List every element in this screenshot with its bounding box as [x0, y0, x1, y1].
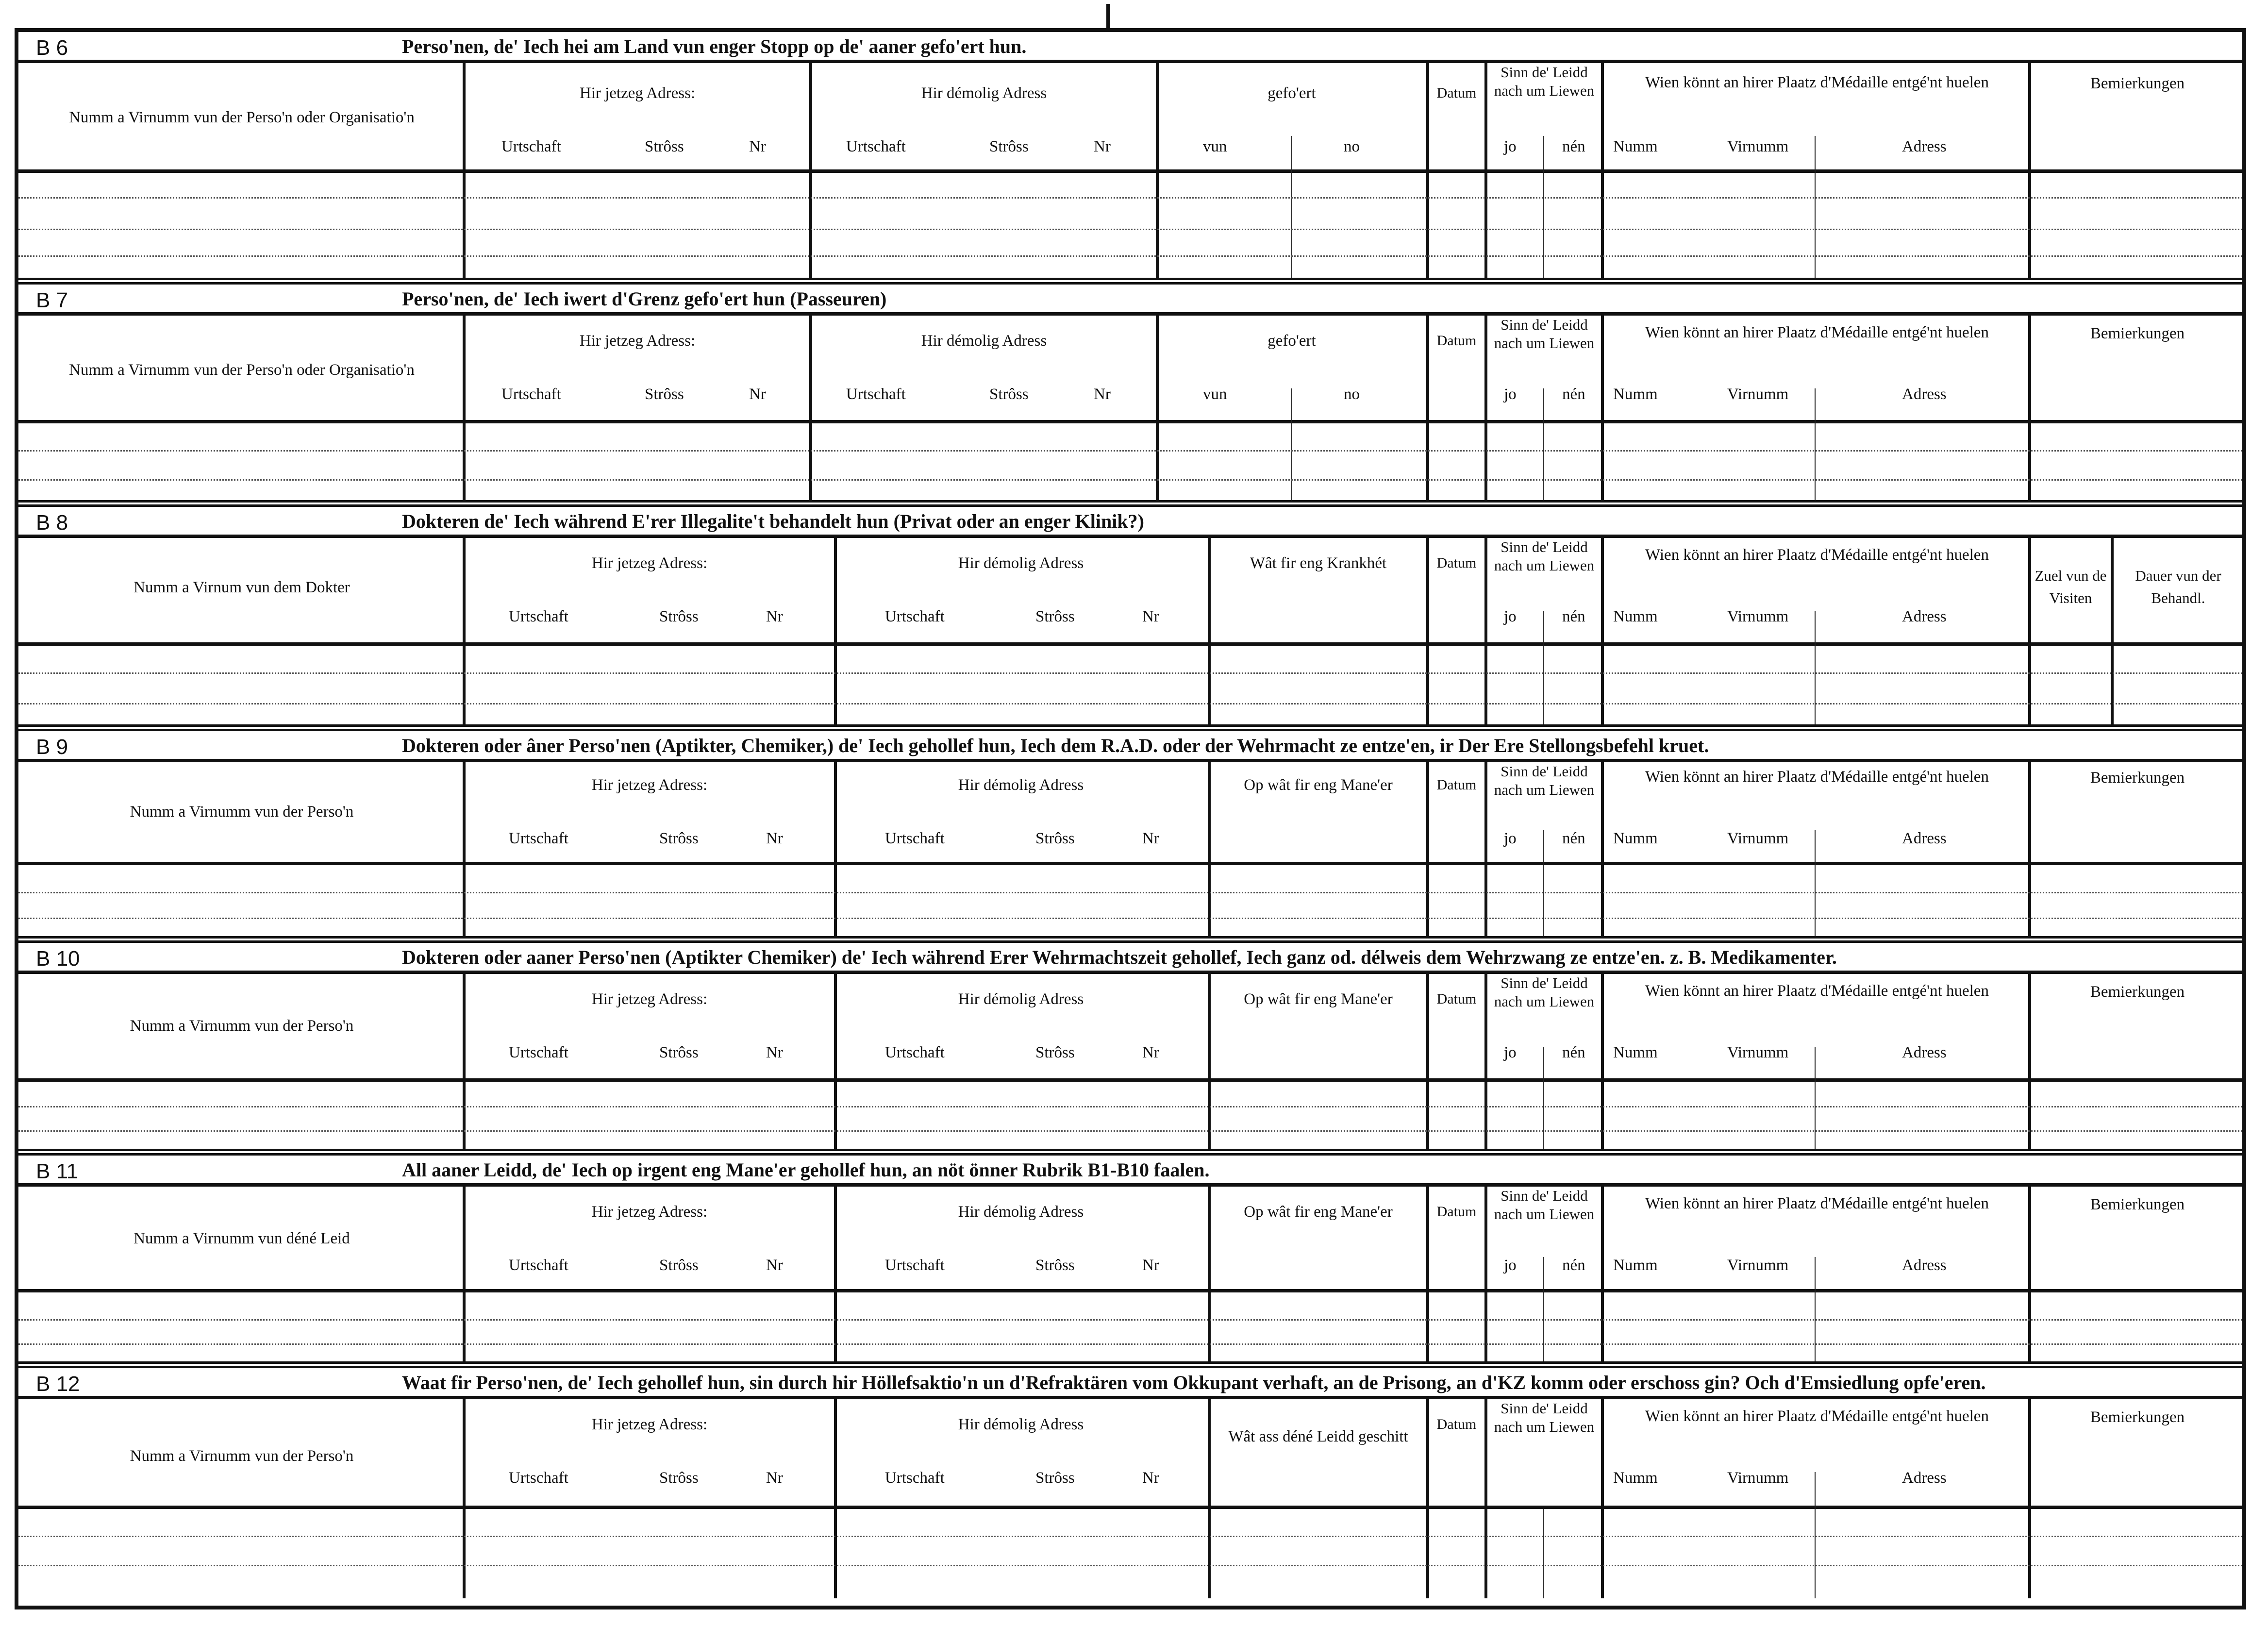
section-header: [18, 32, 2242, 63]
col-medal: Wien könnt an hirer Plaatz d'Médaille entgé'nt huelen: [1645, 74, 1989, 91]
col-street: Strôss: [1035, 1257, 1075, 1274]
col-current-address: Hir jetzeg Adress:: [591, 1416, 708, 1433]
col-street: Strôss: [1035, 1469, 1075, 1487]
col-nr: Nr: [1094, 386, 1111, 403]
col-from: vun: [1203, 138, 1227, 155]
col-remarks: Bemierkungen: [2090, 769, 2185, 787]
section-title: Dokteren oder aaner Perso'nen (Aptikter Chemiker) de' Iech während Erer Wehrmachtszeit gehollef, Iech ganz od. délweis dem Wehrzwang ze entze'en. z. B. Medikamenter.: [402, 946, 1837, 968]
col-current-address: Hir jetzeg Adress:: [579, 332, 696, 350]
col-street: Strôss: [645, 386, 684, 403]
col-surname: Virnumm: [1727, 1044, 1789, 1061]
col-town: Urtschaft: [885, 1257, 945, 1274]
col-street: Strôss: [659, 830, 699, 847]
section-header: [18, 1368, 2242, 1399]
col-date: Datum: [1436, 777, 1477, 793]
section-b9: [18, 731, 2242, 943]
section-title: Perso'nen, de' Iech hei am Land vun enger Stopp op de' aaner gefo'ert hun.: [402, 35, 1027, 57]
column-header-row: [18, 63, 2242, 173]
col-visits: Zuel vun de Visiten: [2035, 567, 2107, 606]
entry-rows: [18, 1292, 2242, 1361]
col-yes: jo: [1504, 1257, 1517, 1274]
col-manner: Op wât fir eng Mane'er: [1244, 990, 1393, 1008]
section-b10: [18, 943, 2242, 1156]
col-yes: jo: [1504, 608, 1517, 625]
col-no: nén: [1562, 830, 1585, 847]
col-nr: Nr: [766, 830, 783, 847]
col-date: Datum: [1436, 1416, 1477, 1432]
col-nr: Nr: [766, 608, 783, 625]
col-date: Datum: [1436, 1204, 1477, 1220]
col-date: Datum: [1436, 991, 1477, 1007]
col-town: Urtschaft: [509, 830, 568, 847]
col-surname: Virnumm: [1727, 1469, 1789, 1487]
col-illness: Wât fir eng Krankhét: [1250, 554, 1387, 572]
col-name: Numm a Virnumm vun der Perso'n: [130, 1447, 354, 1465]
col-address: Adress: [1902, 1044, 1947, 1061]
col-street: Strôss: [989, 138, 1029, 155]
col-to: no: [1344, 138, 1360, 155]
col-no: nén: [1562, 386, 1585, 403]
col-yes: jo: [1504, 830, 1517, 847]
col-sense: Sinn de' Leidd nach um Liewen: [1494, 763, 1595, 798]
top-edge-tick: [1106, 4, 1110, 28]
section-title: Dokteren oder âner Perso'nen (Aptikter, Chemiker,) de' Iech gehollef hun, Iech dem R.A.D. oder der Wehrmacht ze entze'en, ir Der Ere Stellongsbefehl kruet.: [402, 735, 1709, 756]
section-b11: [18, 1156, 2242, 1368]
col-surname: Virnumm: [1727, 608, 1789, 625]
col-name: Numm a Virnumm vun déné Leid: [133, 1230, 350, 1247]
col-no: nén: [1562, 1044, 1585, 1061]
col-sense: Sinn de' Leidd nach um Liewen: [1494, 974, 1595, 1010]
col-first-name: Numm: [1613, 1469, 1658, 1487]
col-former-address: Hir démolig Adress: [921, 332, 1047, 350]
col-first-name: Numm: [1613, 1257, 1658, 1274]
col-sense: Sinn de' Leidd nach um Liewen: [1494, 538, 1595, 574]
col-nr: Nr: [749, 138, 766, 155]
col-former-address: Hir démolig Adress: [958, 554, 1084, 572]
col-first-name: Numm: [1613, 138, 1658, 155]
col-manner: Op wât fir eng Mane'er: [1244, 776, 1393, 794]
col-former-address: Hir démolig Adress: [958, 1203, 1084, 1221]
col-address: Adress: [1902, 386, 1947, 403]
col-street: Strôss: [989, 386, 1029, 403]
section-code: B 9: [36, 735, 68, 759]
col-surname: Virnumm: [1727, 386, 1789, 403]
col-surname: Virnumm: [1727, 1257, 1789, 1274]
col-current-address: Hir jetzeg Adress:: [591, 554, 708, 572]
col-to: no: [1344, 386, 1360, 403]
col-street: Strôss: [659, 608, 699, 625]
col-town: Urtschaft: [509, 1469, 568, 1487]
col-what-happened: Wât ass déné Leidd geschitt: [1228, 1428, 1408, 1445]
section-code: B 11: [36, 1159, 79, 1183]
column-header-row: [18, 762, 2242, 865]
entry-rows: [18, 173, 2242, 278]
col-remarks: Bemierkungen: [2090, 1196, 2185, 1213]
col-address: Adress: [1902, 1469, 1947, 1487]
col-town: Urtschaft: [885, 1469, 945, 1487]
col-date: Datum: [1436, 555, 1477, 571]
col-nr: Nr: [1142, 1044, 1159, 1061]
col-nr: Nr: [1142, 830, 1159, 847]
col-remarks: Bemierkungen: [2090, 1408, 2185, 1426]
col-nr: Nr: [766, 1257, 783, 1274]
section-b7: [18, 285, 2242, 507]
col-town: Urtschaft: [885, 830, 945, 847]
col-surname: Virnumm: [1727, 138, 1789, 155]
col-sense: Sinn de' Leidd nach um Liewen: [1494, 316, 1595, 352]
col-current-address: Hir jetzeg Adress:: [591, 776, 708, 794]
col-name: Numm a Virnum vun dem Dokter: [133, 579, 350, 596]
entry-rows: [18, 1509, 2242, 1598]
col-town: Urtschaft: [509, 1044, 568, 1061]
col-town: Urtschaft: [885, 608, 945, 625]
col-nr: Nr: [1142, 1257, 1159, 1274]
section-title: Waat fir Perso'nen, de' Iech gehollef hun, sin durch hir Höllefsaktio'n un d'Refraktären vom Okkupant verhaft, an de Prisong, an d'KZ komm oder erschoss gin? Och d'Emsiedlung opfe'eren.: [402, 1372, 1986, 1393]
column-header-row: [18, 974, 2242, 1082]
entry-rows: [18, 646, 2242, 724]
section-b12: [18, 1368, 2242, 1606]
col-street: Strôss: [659, 1257, 699, 1274]
section-header: [18, 943, 2242, 974]
col-name: Numm a Virnumm vun der Perso'n oder Organisatio'n: [69, 109, 415, 126]
section-header: [18, 731, 2242, 762]
col-yes: jo: [1504, 138, 1517, 155]
col-remarks: Bemierkungen: [2090, 75, 2185, 92]
col-street: Strôss: [659, 1469, 699, 1487]
col-current-address: Hir jetzeg Adress:: [579, 84, 696, 102]
section-code: B 10: [36, 947, 80, 971]
col-first-name: Numm: [1613, 608, 1658, 625]
col-no: nén: [1562, 608, 1585, 625]
col-sense: Sinn de' Leidd nach um Liewen: [1494, 1400, 1595, 1435]
col-name: Numm a Virnumm vun der Perso'n: [130, 1017, 354, 1035]
col-nr: Nr: [749, 386, 766, 403]
col-street: Strôss: [659, 1044, 699, 1061]
col-town: Urtschaft: [509, 1257, 568, 1274]
section-title: Dokteren de' Iech während E'rer Illegalite't behandelt hun (Privat oder an enger Klinik?): [402, 510, 1144, 532]
col-nr: Nr: [766, 1044, 783, 1061]
col-medal: Wien könnt an hirer Plaatz d'Médaille entgé'nt huelen: [1645, 1195, 1989, 1212]
col-current-address: Hir jetzeg Adress:: [591, 990, 708, 1008]
col-address: Adress: [1902, 608, 1947, 625]
section-title: All aaner Leidd, de' Iech op irgent eng Mane'er gehollef hun, an nöt önner Rubrik B1-B10 faalen.: [402, 1159, 1210, 1181]
col-no: nén: [1562, 138, 1585, 155]
col-street: Strôss: [645, 138, 684, 155]
col-first-name: Numm: [1613, 386, 1658, 403]
column-header-row: [18, 316, 2242, 423]
column-header-row: [18, 1399, 2242, 1509]
col-sense: Sinn de' Leidd nach um Liewen: [1494, 1187, 1595, 1223]
col-sense: Sinn de' Leidd nach um Liewen: [1494, 64, 1595, 99]
col-nr: Nr: [1094, 138, 1111, 155]
col-remarks: Bemierkungen: [2090, 325, 2185, 342]
col-street: Strôss: [1035, 608, 1075, 625]
col-no: nén: [1562, 1257, 1585, 1274]
col-surname: Virnumm: [1727, 830, 1789, 847]
col-former-address: Hir démolig Adress: [958, 776, 1084, 794]
col-former-address: Hir démolig Adress: [921, 84, 1047, 102]
col-medal: Wien könnt an hirer Plaatz d'Médaille entgé'nt huelen: [1645, 768, 1989, 786]
entry-rows: [18, 865, 2242, 936]
col-medal: Wien könnt an hirer Plaatz d'Médaille entgé'nt huelen: [1645, 546, 1989, 564]
col-nr: Nr: [1142, 608, 1159, 625]
col-street: Strôss: [1035, 830, 1075, 847]
col-medal: Wien könnt an hirer Plaatz d'Médaille entgé'nt huelen: [1645, 324, 1989, 341]
col-first-name: Numm: [1613, 830, 1658, 847]
col-name: Numm a Virnumm vun der Perso'n oder Organisatio'n: [69, 361, 415, 379]
section-code: B 6: [36, 36, 68, 60]
col-date: Datum: [1436, 333, 1477, 349]
section-title: Perso'nen, de' Iech iwert d'Grenz gefo'ert hun (Passeuren): [402, 288, 887, 310]
entry-rows: [18, 1082, 2242, 1149]
section-header: [18, 1156, 2242, 1187]
col-former-address: Hir démolig Adress: [958, 990, 1084, 1008]
col-nr: Nr: [1142, 1469, 1159, 1487]
col-town: Urtschaft: [885, 1044, 945, 1061]
col-town: Urtschaft: [509, 608, 568, 625]
col-street: Strôss: [1035, 1044, 1075, 1061]
col-conducted: gefo'ert: [1267, 332, 1316, 350]
col-remarks: Bemierkungen: [2090, 983, 2185, 1001]
section-header: [18, 285, 2242, 316]
col-conducted: gefo'ert: [1267, 84, 1316, 102]
col-current-address: Hir jetzeg Adress:: [591, 1203, 708, 1221]
col-yes: jo: [1504, 1044, 1517, 1061]
col-address: Adress: [1902, 830, 1947, 847]
col-name: Numm a Virnumm vun der Perso'n: [130, 803, 354, 821]
col-yes: jo: [1504, 386, 1517, 403]
col-town: Urtschaft: [501, 386, 561, 403]
section-b8: [18, 507, 2242, 731]
col-former-address: Hir démolig Adress: [958, 1416, 1084, 1433]
column-header-row: [18, 1187, 2242, 1292]
col-town: Urtschaft: [846, 386, 906, 403]
col-from: vun: [1203, 386, 1227, 403]
section-code: B 8: [36, 511, 68, 535]
section-header: [18, 507, 2242, 538]
col-nr: Nr: [766, 1469, 783, 1487]
col-town: Urtschaft: [846, 138, 906, 155]
section-code: B 7: [36, 288, 68, 312]
col-medal: Wien könnt an hirer Plaatz d'Médaille entgé'nt huelen: [1645, 1408, 1989, 1425]
col-first-name: Numm: [1613, 1044, 1658, 1061]
col-address: Adress: [1902, 138, 1947, 155]
column-header-row: [18, 538, 2242, 646]
col-medal: Wien könnt an hirer Plaatz d'Médaille entgé'nt huelen: [1645, 982, 1989, 1000]
col-address: Adress: [1902, 1257, 1947, 1274]
col-town: Urtschaft: [501, 138, 561, 155]
col-duration: Dauer vun der Behandl.: [2135, 567, 2221, 606]
col-date: Datum: [1436, 85, 1477, 101]
entry-rows: [18, 423, 2242, 500]
col-manner: Op wât fir eng Mane'er: [1244, 1203, 1393, 1221]
form-sheet: [15, 28, 2246, 1609]
section-code: B 12: [36, 1372, 80, 1396]
section-b6: [18, 32, 2242, 285]
